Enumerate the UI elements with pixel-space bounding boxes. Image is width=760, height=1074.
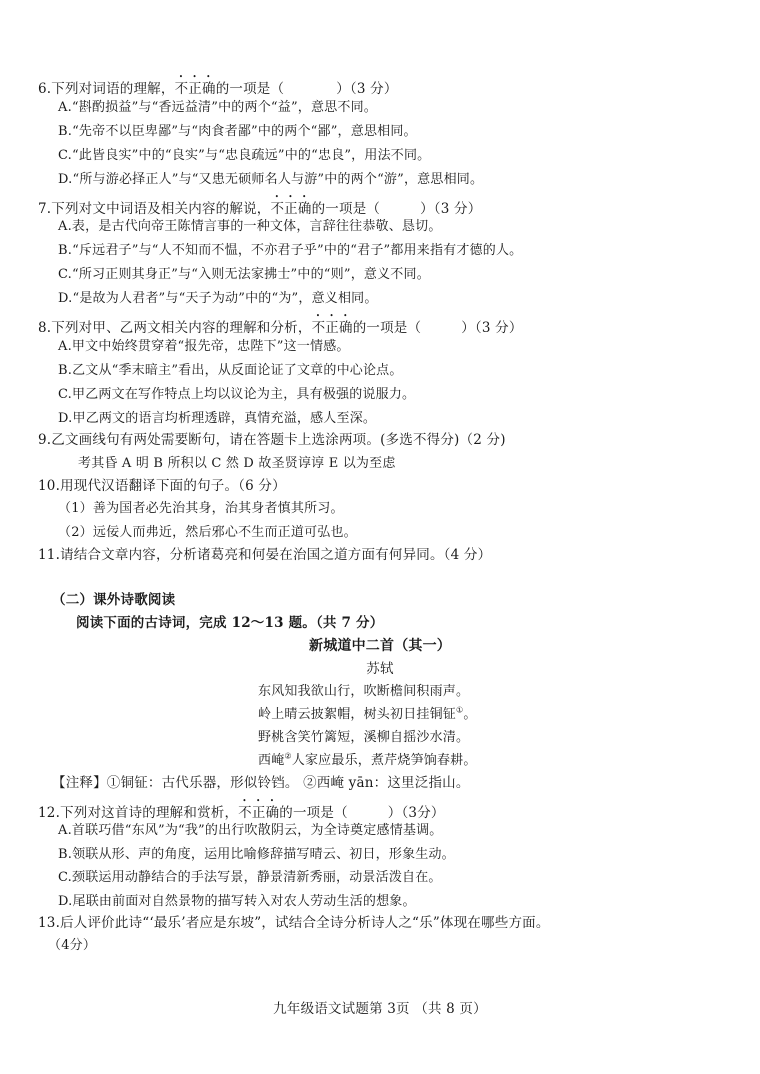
question-7-stem: 7.下列对文中词语及相关内容的解说，不正确的一项是（ ）（3 分） bbox=[38, 201, 482, 217]
question-12-option-a: A.首联巧借“东风”为“我”的出行吹散阴云，为全诗奠定感情基调。 bbox=[58, 823, 443, 838]
question-10-item-1: （1）善为国者必先治其身，治其身者慎其所习。 bbox=[58, 501, 344, 516]
poem-line-1: 东风知我欲山行，吹断檐间积雨声。 bbox=[258, 684, 470, 699]
section-instruction: 阅读下面的古诗词，完成 12～13 题。（共 7 分） bbox=[76, 615, 384, 631]
question-7-option-b: B.“斥远君子”与“人不知而不愠，不亦君子乎”中的“君子”都用来指有才德的人。 bbox=[58, 243, 523, 258]
question-11-stem: 11.请结合文章内容，分析诸葛亮和何晏在治国之道方面有何异同。（4 分） bbox=[38, 547, 492, 563]
question-6-option-c: C.“此皆良实”中的“良实”与“忠良疏远”中的“忠良”，用法不同。 bbox=[58, 148, 431, 163]
question-12-option-d: D.尾联由前面对自然景物的描写转入对农人劳动生活的想象。 bbox=[58, 894, 416, 909]
question-8-option-d: D.甲乙两文的语言均析理透辟，真情充溢，感人至深。 bbox=[58, 411, 377, 426]
question-6-stem: 6.下列对词语的理解，不正确的一项是（ ）（3 分） bbox=[38, 81, 398, 97]
poem-line-3: 野桃含笑竹篱短，溪柳自摇沙水清。 bbox=[258, 730, 470, 745]
question-9-sentence: 考其昏 A 明 B 所积以 C 然 D 故圣贤谆谆 E 以为至虑 bbox=[78, 456, 396, 471]
section-heading: （二）课外诗歌阅读 bbox=[52, 592, 176, 608]
footnote-mark-1: ① bbox=[456, 705, 464, 715]
question-6-option-a: A.“斟酌损益”与“香远益清”中的两个“益”，意思不同。 bbox=[58, 100, 377, 115]
question-7-option-d: D.“是故为人君者”与“天子为动”中的“为”，意义相同。 bbox=[58, 291, 378, 306]
poem-author: 苏轼 bbox=[366, 661, 394, 677]
question-10-stem: 10.用现代汉语翻译下面的句子。（6 分） bbox=[38, 478, 286, 494]
question-10-item-2: （2）远佞人而弗近，然后邪心不生而正道可弘也。 bbox=[58, 525, 357, 540]
question-12-option-b: B.领联从形、声的角度，运用比喻修辞描写晴云、初日，形象生动。 bbox=[58, 847, 455, 862]
question-7-option-c: C.“所习正则其身正”与“入则无法家拂士”中的“则”，意义不同。 bbox=[58, 267, 430, 282]
question-8-option-b: B.乙文从“季末暗主”看出，从反面论证了文章的中心论点。 bbox=[58, 363, 403, 378]
question-8-option-c: C.甲乙两文在写作特点上均以议论为主，具有极强的说服力。 bbox=[58, 387, 416, 402]
question-12-option-c: C.颈联运用动静结合的手法写景，静景清新秀丽，动景活泼自在。 bbox=[58, 870, 442, 885]
question-6-option-b: B.“先帝不以臣卑鄙”与“肉食者鄙”中的两个“鄙”，意思相同。 bbox=[58, 124, 417, 139]
question-6-option-d: D.“所与游必择正人”与“又患无硕师名人与游”中的两个“游”，意思相同。 bbox=[58, 172, 484, 187]
page-footer: 九年级语文试题第 3页 （共 8 页） bbox=[273, 1001, 487, 1017]
question-8-stem: 8.下列对甲、乙两文相关内容的理解和分析，不正确的一项是（ ）（3 分） bbox=[38, 320, 523, 336]
question-7-option-a: A.表，是古代向帝王陈情言事的一种文体，言辞往往恭敬、恳切。 bbox=[58, 219, 442, 234]
poem-line-4: 西崦②人家应最乐，煮芹烧笋饷春耕。 bbox=[258, 751, 477, 768]
question-13-stem: 13.后人评价此诗“‘最乐’者应是东坡”，试结合全诗分析诗人之“乐”体现在哪些方面。 bbox=[38, 915, 550, 931]
question-8-option-a: A.甲文中始终贯穿着“报先帝，忠陛下”这一情感。 bbox=[58, 339, 350, 354]
poem-title: 新城道中二首（其一） bbox=[309, 638, 451, 654]
question-13-score: （4分） bbox=[48, 938, 97, 953]
question-12-stem: 12.下列对这首诗的理解和赏析，不正确的一项是（ ）（3分） bbox=[38, 805, 445, 821]
poem-line-2: 岭上晴云披絮帽，树头初日挂铜钲①。 bbox=[258, 705, 477, 722]
poem-annotation: 【注释】①铜钲：古代乐器，形似铃铛。 ②西崦 yān：这里泛指山。 bbox=[52, 775, 470, 791]
question-9-stem: 9.乙文画线句有两处需要断句，请在答题卡上选涂两项。(多选不得分)（2 分) bbox=[38, 432, 506, 448]
footnote-mark-2: ② bbox=[284, 751, 292, 761]
